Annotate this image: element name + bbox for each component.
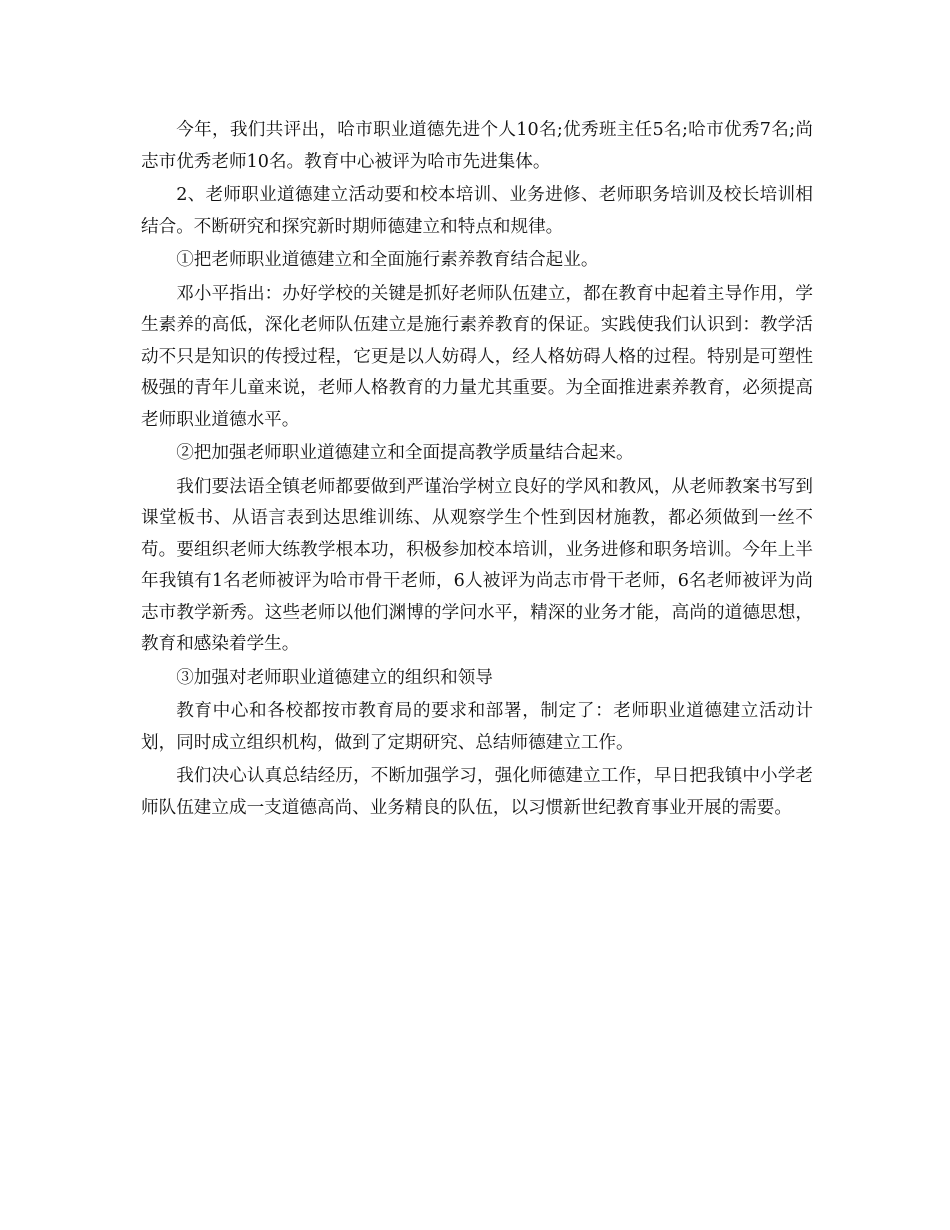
paragraph-subpoint-1: ①把老师职业道德建立和全面施行素养教育结合起业。 <box>176 250 599 270</box>
paragraph-teaching-quality: 我们要法语全镇老师都要做到严谨治学树立良好的学风和教风，从老师教案书写到课堂板书、从语言表到达思维训练、从观察学生个性到因材施教，都必须做到一丝不苟。要组织老师大练教学根本功，积极参加校本培训，业务进修和职务培训。今年上半年我镇有1名老师被评为哈市骨干老师，6人被评为尚志市骨干老师，6名老师被评为尚志市教学新秀。这些老师以他们渊博的学问水平，精深的业务才能，高尚的道德思想，教育和感染着学生。 <box>141 476 813 654</box>
paragraph-subpoint-2: ②把加强老师职业道德建立和全面提高教学质量结合起来。 <box>176 443 634 463</box>
paragraph-conclusion: 我们决心认真总结经历，不断加强学习，强化师德建立工作，早日把我镇中小学老师队伍建立成一支道德高尚、业务精良的队伍，以习惯新世纪教育事业开展的需要。 <box>141 766 813 818</box>
document-body <box>141 115 813 826</box>
paragraph-awards-summary: 今年，我们共评出，哈市职业道德先进个人10名;优秀班主任5名;哈市优秀7名;尚志市优秀老师10名。教育中心被评为哈市先进集体。 <box>141 120 813 172</box>
paragraph-deng-quote: 邓小平指出：办好学校的关键是抓好老师队伍建立，都在教育中起着主导作用，学生素养的高低，深化老师队伍建立是施行素养教育的保证。实践使我们认识到：教学活动不只是知识的传授过程，它更是以人妨碍人，经人格妨碍人格的过程。特别是可塑性极强的青年儿童来说，老师人格教育的力量尤其重要。为全面推进素养教育，必须提高老师职业道德水平。 <box>141 283 813 430</box>
paragraph-organization: 教育中心和各校都按市教育局的要求和部署，制定了：老师职业道德建立活动计划，同时成立组织机构，做到了定期研究、总结师德建立工作。 <box>141 701 813 753</box>
paragraph-subpoint-3: ③加强对老师职业道德建立的组织和领导 <box>176 667 493 688</box>
paragraph-point-2: 2、老师职业道德建立活动要和校本培训、业务进修、老师职务培训及校长培训相结合。不断研究和探究新时期师德建立和特点和规律。 <box>141 185 813 237</box>
